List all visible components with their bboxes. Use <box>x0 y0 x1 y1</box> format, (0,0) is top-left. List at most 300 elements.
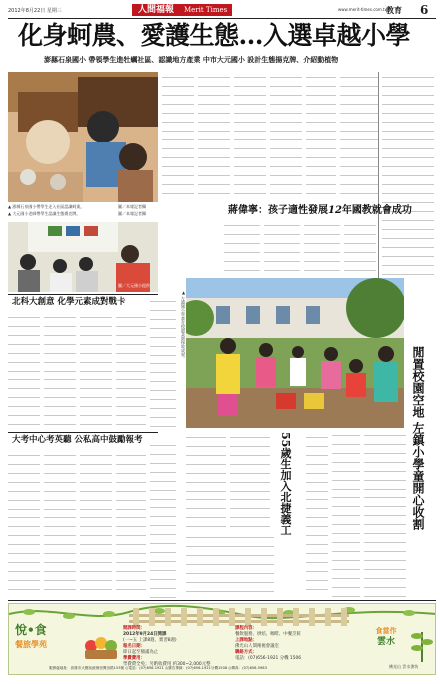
text-line <box>150 296 176 302</box>
text-line <box>230 441 270 447</box>
text-line <box>270 99 302 105</box>
text-line <box>344 256 376 262</box>
ad-signup-text: 即日起至額滿為止 <box>123 650 159 655</box>
text-line <box>304 256 340 262</box>
text-line <box>116 402 146 408</box>
text-line <box>44 459 76 465</box>
text-line <box>306 153 336 159</box>
caption-1: ▲ 澎縣石泉國小帶學生走入社區認識蚵業。 <box>8 204 85 209</box>
text-line <box>8 558 40 564</box>
text-line <box>80 531 112 537</box>
text-line <box>344 238 376 244</box>
garden-body-b <box>332 430 360 598</box>
text-line <box>198 90 230 96</box>
text-line <box>116 459 146 465</box>
text-line <box>198 126 230 132</box>
main-story-body-b <box>198 72 230 200</box>
text-line <box>8 348 40 354</box>
text-line <box>80 312 112 318</box>
main-story-body-a <box>162 72 194 200</box>
text-line <box>162 99 194 105</box>
text-line <box>332 475 360 481</box>
text-line <box>382 234 434 240</box>
text-line <box>306 468 328 474</box>
text-line <box>150 557 176 563</box>
text-line <box>382 198 434 204</box>
text-line <box>270 72 302 78</box>
ad-open-block <box>123 626 223 668</box>
text-line <box>44 411 76 417</box>
text-line <box>80 477 112 483</box>
text-line <box>8 339 40 345</box>
text-line <box>116 384 146 390</box>
text-line <box>364 529 406 535</box>
text-line <box>332 511 360 517</box>
text-line <box>270 198 302 200</box>
garden-body-a <box>364 430 406 598</box>
text-line <box>186 559 274 565</box>
text-line <box>44 402 76 408</box>
text-line <box>364 547 406 553</box>
text-line <box>234 189 266 195</box>
text-line <box>186 441 226 447</box>
text-line <box>116 486 146 492</box>
exam-body-a <box>8 450 40 598</box>
text-line <box>270 81 302 87</box>
text-line <box>234 90 266 96</box>
text-line <box>80 450 112 456</box>
text-line <box>224 238 260 244</box>
text-line <box>340 162 378 168</box>
text-line <box>382 162 434 168</box>
chiang-body-d <box>344 220 376 280</box>
text-line <box>80 513 112 519</box>
main-headline: 化身蚵農、愛護生態…入選卓越小學 <box>18 21 411 50</box>
text-line <box>340 72 378 78</box>
text-line <box>270 189 302 195</box>
text-line <box>340 108 378 114</box>
text-line <box>264 220 300 226</box>
text-line <box>116 468 146 474</box>
text-line <box>306 567 328 573</box>
text-line <box>234 81 266 87</box>
page-number: 6 <box>420 3 429 17</box>
text-line <box>8 459 40 465</box>
text-line <box>332 583 360 589</box>
text-line <box>234 108 266 114</box>
text-line <box>270 171 302 177</box>
text-line <box>80 540 112 546</box>
text-line <box>80 459 112 465</box>
text-line <box>162 180 194 186</box>
text-line <box>306 450 328 456</box>
text-line <box>150 413 176 419</box>
text-line <box>332 529 360 535</box>
text-line <box>44 513 76 519</box>
text-line <box>306 180 336 186</box>
text-line <box>364 502 406 508</box>
text-line <box>306 477 328 483</box>
text-line <box>364 493 406 499</box>
plant-icon <box>411 622 433 662</box>
text-line <box>116 477 146 483</box>
caption-2: ▲ 大元國小老師帶學生認識生態揚克牌。 <box>8 211 81 216</box>
fence-icon <box>129 606 349 626</box>
text-line <box>332 565 360 571</box>
text-line <box>306 486 328 492</box>
text-line <box>364 448 406 454</box>
text-line <box>150 503 176 509</box>
text-line <box>186 486 226 492</box>
text-line <box>44 321 76 327</box>
text-line <box>150 377 176 383</box>
text-line <box>230 450 270 456</box>
text-line <box>270 117 302 123</box>
text-line <box>116 558 146 564</box>
text-line <box>44 558 76 564</box>
text-line <box>340 144 378 150</box>
text-line <box>364 475 406 481</box>
ad-signup-title: 報名日期： <box>123 644 145 649</box>
text-line <box>304 220 340 226</box>
text-line <box>150 305 176 311</box>
text-line <box>44 312 76 318</box>
text-line <box>340 153 378 159</box>
section-name: 教育 <box>386 6 402 15</box>
text-line <box>364 556 406 562</box>
text-line <box>80 468 112 474</box>
side-article-body <box>382 72 434 282</box>
text-line <box>364 565 406 571</box>
text-line <box>364 583 406 589</box>
text-line <box>332 493 360 499</box>
text-line <box>44 504 76 510</box>
text-line <box>332 592 360 598</box>
mid-body-b <box>150 440 176 598</box>
text-line <box>150 350 176 356</box>
text-line <box>224 265 260 271</box>
text-line <box>8 420 40 426</box>
exam-body-c <box>80 450 112 598</box>
text-line <box>332 448 360 454</box>
text-line <box>198 144 230 150</box>
text-line <box>80 549 112 555</box>
text-line <box>306 549 328 555</box>
text-line <box>162 171 194 177</box>
text-line <box>8 450 40 456</box>
text-line <box>80 495 112 501</box>
text-line <box>80 576 112 582</box>
text-line <box>332 538 360 544</box>
text-line <box>306 162 336 168</box>
text-line <box>8 366 40 372</box>
text-line <box>80 504 112 510</box>
caption-2-credit: 圖／本報記者攝 <box>118 211 146 216</box>
text-line <box>364 511 406 517</box>
ad-motto <box>361 626 411 662</box>
text-line <box>332 574 360 580</box>
text-line <box>8 375 40 381</box>
text-line <box>306 576 328 582</box>
text-line <box>150 476 176 482</box>
ad-open-date: 2012年9月24日開課 <box>123 632 167 637</box>
site-url: www.merit-times.com.tw <box>338 7 388 12</box>
text-line <box>382 252 434 258</box>
text-line <box>150 368 176 374</box>
fruit-basket-icon <box>83 634 119 660</box>
text-line <box>162 153 194 159</box>
text-line <box>8 522 40 528</box>
text-line <box>306 90 336 96</box>
text-line <box>116 420 146 426</box>
text-line <box>264 247 300 253</box>
brand-name-cn: 人間福報 <box>138 5 175 15</box>
text-line <box>80 321 112 327</box>
caption-3: 圖／大元國小提供 <box>118 283 150 288</box>
text-line <box>230 477 270 483</box>
text-line <box>150 422 176 428</box>
text-line <box>332 556 360 562</box>
text-line <box>224 220 260 226</box>
text-line <box>306 189 336 195</box>
text-line <box>150 494 176 500</box>
text-line <box>186 495 226 501</box>
text-line <box>44 486 76 492</box>
ad-open-title: 開課時間： <box>123 626 145 631</box>
text-line <box>44 540 76 546</box>
photo-classroom-cards <box>8 222 158 292</box>
text-line <box>230 513 270 519</box>
text-line <box>116 357 146 363</box>
text-line <box>230 495 270 501</box>
text-line <box>162 189 194 195</box>
ad-motto-2: 雲水 <box>376 637 395 647</box>
text-line <box>150 386 176 392</box>
photo-oyster-farming <box>8 72 158 202</box>
garden-headline: 閒置校園空地 左鎮小學童開心收割 <box>411 346 425 531</box>
text-line <box>198 180 230 186</box>
text-line <box>344 265 376 271</box>
text-line <box>80 411 112 417</box>
text-line <box>340 99 378 105</box>
text-line <box>364 484 406 490</box>
text-line <box>44 531 76 537</box>
text-line <box>344 220 376 226</box>
text-line <box>382 261 434 267</box>
text-line <box>306 135 336 141</box>
text-line <box>80 375 112 381</box>
text-line <box>198 99 230 105</box>
text-line <box>80 420 112 426</box>
text-line <box>306 144 336 150</box>
text-line <box>340 90 378 96</box>
text-line <box>116 549 146 555</box>
text-line <box>234 171 266 177</box>
text-line <box>306 504 328 510</box>
text-line <box>44 594 76 598</box>
text-line <box>162 144 194 150</box>
text-line <box>44 366 76 372</box>
exam-body-d <box>116 450 146 598</box>
text-line <box>306 117 336 123</box>
text-line <box>304 247 340 253</box>
chiang-body-c <box>304 220 340 280</box>
text-line <box>150 485 176 491</box>
text-line <box>150 404 176 410</box>
nksh-headline: 北科大創意 化學元素成對戰卡 <box>12 297 126 307</box>
text-line <box>340 171 378 177</box>
text-line <box>44 495 76 501</box>
text-line <box>306 72 336 78</box>
text-line <box>306 459 328 465</box>
text-line <box>382 270 434 276</box>
text-line <box>332 439 360 445</box>
text-line <box>8 312 40 318</box>
text-line <box>150 512 176 518</box>
text-line <box>8 393 40 399</box>
taipei-body-b <box>230 432 270 528</box>
text-line <box>116 513 146 519</box>
text-line <box>150 593 176 598</box>
main-story-body-d <box>270 72 302 200</box>
photo-school-garden <box>186 278 404 428</box>
text-line <box>44 576 76 582</box>
text-line <box>44 393 76 399</box>
text-line <box>332 457 360 463</box>
text-line <box>44 585 76 591</box>
text-line <box>150 521 176 527</box>
text-line <box>332 502 360 508</box>
text-line <box>230 459 270 465</box>
text-line <box>306 81 336 87</box>
text-line <box>306 540 328 546</box>
text-line <box>8 504 40 510</box>
main-story-body-f <box>340 72 378 200</box>
text-line <box>234 135 266 141</box>
text-line <box>186 541 274 547</box>
text-line <box>382 144 434 150</box>
text-line <box>80 402 112 408</box>
brand-name-en: Merit Times <box>184 6 228 14</box>
text-line <box>198 135 230 141</box>
text-line <box>306 558 328 564</box>
text-line <box>80 522 112 528</box>
text-line <box>270 180 302 186</box>
exam-headline: 大考中心考英聽 公私高中鼓勵報考 <box>12 435 143 445</box>
text-line <box>306 198 336 200</box>
text-line <box>162 81 194 87</box>
text-line <box>234 126 266 132</box>
text-line <box>8 486 40 492</box>
text-line <box>150 449 176 455</box>
text-line <box>364 592 406 598</box>
text-line <box>44 330 76 336</box>
text-line <box>306 108 336 114</box>
text-line <box>234 198 266 200</box>
text-line <box>186 550 274 556</box>
text-line <box>364 520 406 526</box>
garden-photo-caption: ▲ 左鎮國小學童在校園菜園採收成果。 <box>181 290 186 361</box>
text-line <box>306 495 328 501</box>
masthead <box>8 4 436 18</box>
text-line <box>382 243 434 249</box>
text-line <box>80 357 112 363</box>
text-line <box>116 522 146 528</box>
text-line <box>234 72 266 78</box>
text-line <box>264 229 300 235</box>
text-line <box>198 81 230 87</box>
text-line <box>270 126 302 132</box>
text-line <box>306 99 336 105</box>
text-line <box>80 393 112 399</box>
text-line <box>116 504 146 510</box>
text-line <box>198 171 230 177</box>
text-line <box>150 458 176 464</box>
ad-course-text: 餐飲服務、烘焙、咖啡、中餐烹飪 <box>235 632 301 637</box>
text-line <box>382 72 434 78</box>
text-line <box>332 466 360 472</box>
text-line <box>234 117 266 123</box>
text-line <box>186 513 226 519</box>
text-line <box>8 585 40 591</box>
text-line <box>270 144 302 150</box>
text-line <box>270 162 302 168</box>
exam-body-b <box>44 450 76 598</box>
text-line <box>44 348 76 354</box>
text-line <box>116 366 146 372</box>
text-line <box>44 357 76 363</box>
text-line <box>44 375 76 381</box>
text-line <box>186 595 274 598</box>
text-line <box>382 180 434 186</box>
text-line <box>186 450 226 456</box>
chiang-headline: 蔣偉寧：孩子適性發展12年國教就會成功 <box>228 205 412 216</box>
text-line <box>340 135 378 141</box>
text-line <box>224 229 260 235</box>
text-line <box>116 312 146 318</box>
text-line <box>8 411 40 417</box>
nksh-body-c <box>80 312 112 432</box>
text-line <box>8 402 40 408</box>
text-line <box>230 468 270 474</box>
text-line <box>364 430 406 436</box>
text-line <box>150 323 176 329</box>
text-line <box>224 247 260 253</box>
brand-logo <box>132 4 232 16</box>
text-line <box>162 135 194 141</box>
text-line <box>198 108 230 114</box>
ad-open-time: (一~五 上課8週、實習8週) <box>123 638 177 643</box>
ad-contact-title: 聯絡方式： <box>235 650 257 655</box>
text-line <box>382 81 434 87</box>
text-line <box>340 189 378 195</box>
ad-fee-text: 學費費全免；另酌收費用 約300~2,000元整 <box>123 662 211 667</box>
text-line <box>332 430 360 436</box>
text-line <box>230 504 270 510</box>
text-line <box>8 330 40 336</box>
text-line <box>80 366 112 372</box>
text-line <box>162 162 194 168</box>
text-line <box>80 348 112 354</box>
text-line <box>234 162 266 168</box>
text-line <box>382 189 434 195</box>
text-line <box>186 568 274 574</box>
taipei-body-d <box>186 532 274 598</box>
text-line <box>80 330 112 336</box>
text-line <box>150 539 176 545</box>
text-line <box>382 126 434 132</box>
text-line <box>186 477 226 483</box>
